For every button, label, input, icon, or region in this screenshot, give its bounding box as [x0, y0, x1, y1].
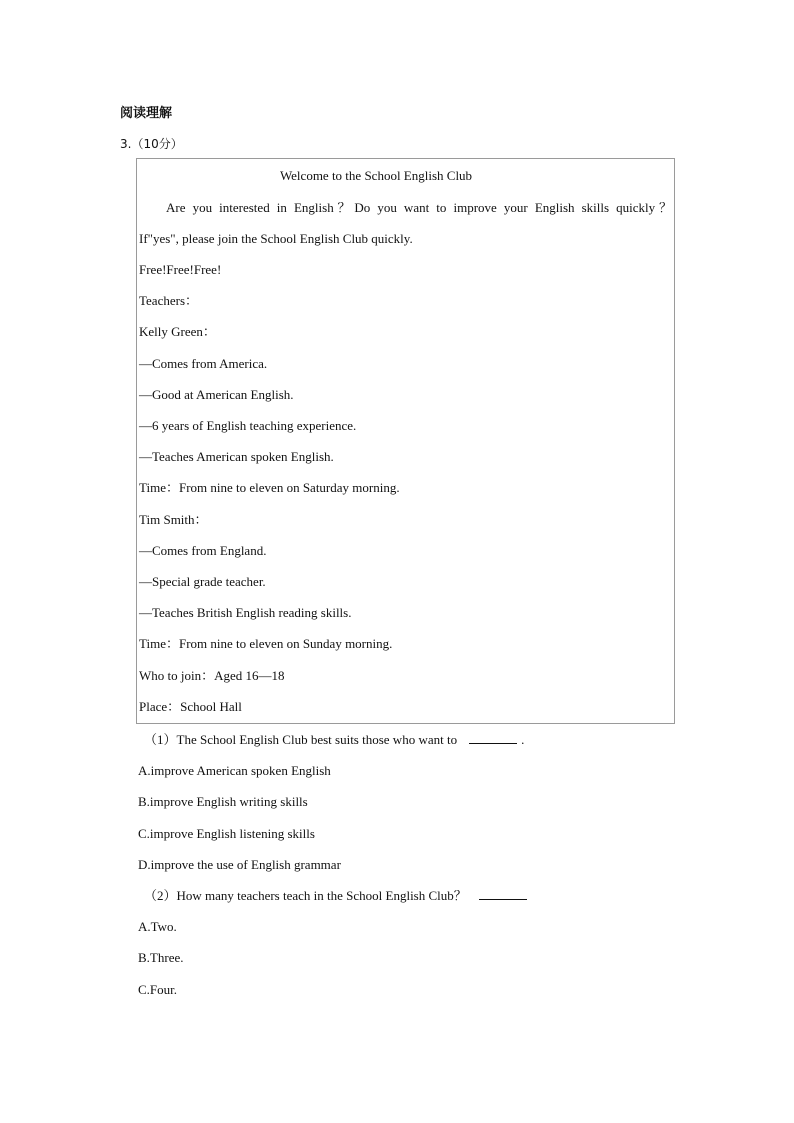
option-1a[interactable]: A.improve American spoken English — [138, 763, 331, 778]
option-1d[interactable]: D.improve the use of English grammar — [138, 857, 341, 872]
section-title: 阅读理解 — [120, 106, 173, 121]
passage-intro-line2: If"yes", please join the School English Club quickly. — [139, 231, 413, 246]
teacher1-item: —6 years of English teaching experience. — [139, 418, 357, 433]
passage-free: Free!Free!Free! — [139, 262, 222, 277]
option-2c[interactable]: C.Four. — [138, 982, 178, 997]
question-1 — [144, 732, 524, 748]
teacher2-name: Tim Smith： — [139, 512, 208, 527]
teacher1-item: —Comes from America. — [139, 356, 268, 371]
answer-blank-1[interactable] — [469, 732, 517, 744]
teacher2-item: —Teaches British English reading skills. — [139, 605, 352, 620]
question-number: 3.（10分） — [120, 137, 183, 151]
option-2b[interactable]: B.Three. — [138, 950, 184, 965]
passage-intro-line1: Are you interested in English？Do you want to improve your English skills quickly？ — [166, 200, 672, 215]
teacher1-item: —Good at American English. — [139, 387, 294, 402]
teacher2-item: —Special grade teacher. — [139, 574, 266, 589]
question-1-prompt: （1）The School English Club best suits those who want to — [144, 732, 458, 747]
option-2a[interactable]: A.Two. — [138, 919, 177, 934]
question-2 — [144, 888, 531, 904]
teacher1-item: —Teaches American spoken English. — [139, 449, 334, 464]
teacher2-item: —Comes from England. — [139, 543, 267, 558]
question-1-end: . — [521, 732, 525, 747]
teachers-label: Teachers： — [139, 293, 199, 308]
teacher2-time: Time：From nine to eleven on Sunday morning. — [139, 636, 393, 651]
answer-blank-2[interactable] — [479, 888, 527, 900]
teacher1-name: Kelly Green： — [139, 324, 216, 339]
teacher1-time: Time：From nine to eleven on Saturday morning. — [139, 480, 400, 495]
question-2-prompt: （2）How many teachers teach in the School English Club？ — [144, 888, 467, 903]
option-1c[interactable]: C.improve English listening skills — [138, 826, 315, 841]
option-1b[interactable]: B.improve English writing skills — [138, 794, 308, 809]
passage-title: Welcome to the School English Club — [279, 168, 473, 183]
place: Place：School Hall — [139, 699, 242, 714]
who-to-join: Who to join：Aged 16—18 — [139, 668, 285, 683]
